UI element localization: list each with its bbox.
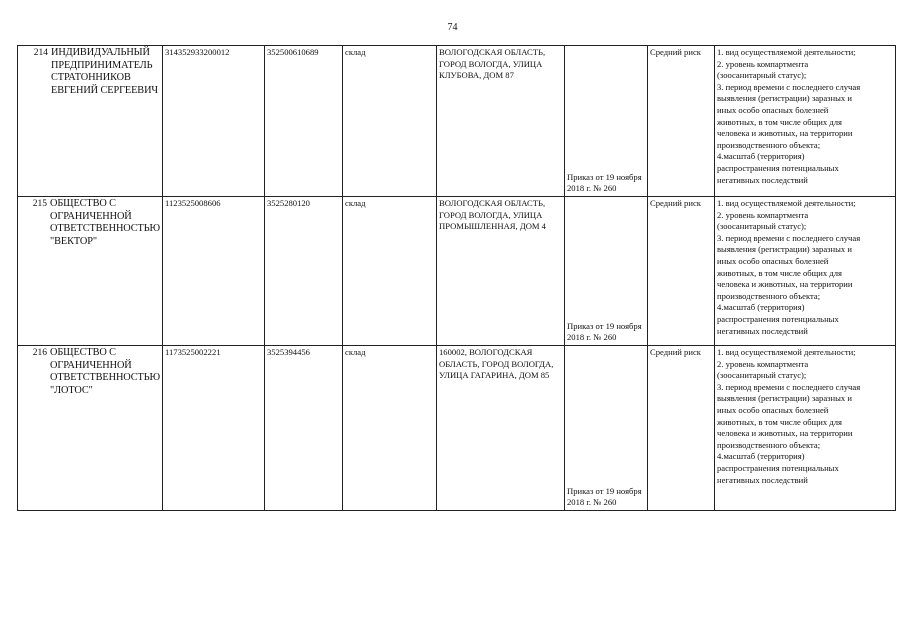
order-cell — [565, 346, 648, 511]
criteria-line: 2. уровень компартмента — [717, 209, 809, 220]
table-row — [18, 46, 896, 197]
criteria-line: выявления (регистрации) заразных и — [717, 93, 852, 104]
criteria-line: 1. вид осуществляемой деятельности; — [717, 198, 856, 208]
object-type-cell: склад — [343, 346, 437, 511]
criteria-line: распространения потенциальных — [717, 313, 839, 324]
criteria-line: 4.масштаб (территория) — [717, 151, 805, 162]
criteria-line: производственного объекта; — [717, 439, 821, 450]
criteria-cell — [715, 346, 896, 511]
criteria-line: (зоосанитарный статус); — [717, 221, 807, 232]
criteria-line: 3. период времени с последнего случая — [717, 381, 861, 392]
criteria-line: 1. вид осуществляемой деятельности; — [717, 347, 856, 357]
object-type-cell: склад — [343, 46, 437, 197]
organization-cell — [18, 197, 163, 346]
criteria-line: 1. вид осуществляемой деятельности; — [717, 47, 856, 57]
criteria-line: распространения потенциальных — [717, 462, 839, 473]
criteria-line: 4.масштаб (территория) — [717, 302, 805, 313]
criteria-line: иных особо опасных болезней — [717, 255, 829, 266]
order-text: Приказ от 19 ноября 2018 г. № 260 — [567, 171, 642, 194]
row-number: 216 — [32, 348, 48, 358]
criteria-line: негативных последствий — [717, 325, 808, 336]
risk-cell: Средний риск — [648, 346, 715, 511]
ogrn-cell: 314352933200012 — [163, 46, 265, 197]
inn-cell: 3525394456 — [265, 346, 343, 511]
criteria-line: человека и животных, на территории — [717, 428, 853, 439]
address-cell: ВОЛОГОДСКАЯ ОБЛАСТЬ, ГОРОД ВОЛОГДА, УЛИЦА КЛУБОВА, ДОМ 87 — [437, 46, 565, 197]
criteria-line: животных, в том числе общих для — [717, 116, 842, 127]
row-number: 214 — [33, 48, 48, 58]
criteria-line: выявления (регистрации) заразных и — [717, 244, 852, 255]
criteria-line: человека и животных, на территории — [717, 128, 853, 139]
order-text: Приказ от 19 ноября 2018 г. № 260 — [567, 485, 642, 508]
criteria-line: животных, в том числе общих для — [717, 416, 842, 427]
criteria-line: 3. период времени с последнего случая — [717, 232, 861, 243]
organization-name: ОБЩЕСТВО С ОГРАНИЧЕННОЙ ОТВЕТСТВЕННОСТЬЮ "ЛОТОС" — [50, 347, 160, 396]
criteria-line: производственного объекта; — [717, 139, 821, 150]
object-type-cell: склад — [343, 197, 437, 346]
organization-name: ИНДИВИДУАЛЬНЫЙ ПРЕДПРИНИМАТЕЛЬ СТРАТОННИКОВ ЕВГЕНИЙ СЕРГЕЕВИЧ — [51, 47, 158, 96]
organization-name: ОБЩЕСТВО С ОГРАНИЧЕННОЙ ОТВЕТСТВЕННОСТЬЮ "ВЕКТОР" — [50, 198, 160, 247]
inn-cell: 352500610689 — [265, 46, 343, 197]
criteria-line: (зоосанитарный статус); — [717, 370, 807, 381]
criteria-line: иных особо опасных болезней — [717, 104, 829, 115]
risk-cell: Средний риск — [648, 46, 715, 197]
order-cell — [565, 46, 648, 197]
criteria-cell — [715, 197, 896, 346]
criteria-line: 4.масштаб (территория) — [717, 451, 805, 462]
address-cell: 160002, ВОЛОГОДСКАЯ ОБЛАСТЬ, ГОРОД ВОЛОГДА, УЛИЦА ГАГАРИНА, ДОМ 85 — [437, 346, 565, 511]
ogrn-cell: 1173525002221 — [163, 346, 265, 511]
criteria-line: распространения потенциальных — [717, 162, 839, 173]
organization-cell — [18, 46, 163, 197]
address-cell: ВОЛОГОДСКАЯ ОБЛАСТЬ, ГОРОД ВОЛОГДА, УЛИЦА ПРОМЫШЛЕННАЯ, ДОМ 4 — [437, 197, 565, 346]
ogrn-cell: 1123525008606 — [163, 197, 265, 346]
table-row — [18, 346, 896, 511]
criteria-line: человека и животных, на территории — [717, 279, 853, 290]
criteria-line: негативных последствий — [717, 174, 808, 185]
order-text: Приказ от 19 ноября 2018 г. № 260 — [567, 320, 642, 343]
criteria-line: негативных последствий — [717, 474, 808, 485]
criteria-line: 2. уровень компартмента — [717, 58, 809, 69]
registry-table — [17, 45, 896, 511]
criteria-line: выявления (регистрации) заразных и — [717, 393, 852, 404]
criteria-line: (зоосанитарный статус); — [717, 70, 807, 81]
order-cell — [565, 197, 648, 346]
criteria-cell — [715, 46, 896, 197]
risk-cell: Средний риск — [648, 197, 715, 346]
criteria-line: 3. период времени с последнего случая — [717, 81, 861, 92]
organization-cell — [18, 346, 163, 511]
criteria-line: производственного объекта; — [717, 290, 821, 301]
page-number: 74 — [447, 22, 458, 33]
criteria-line: животных, в том числе общих для — [717, 267, 842, 278]
criteria-line: иных особо опасных болезней — [717, 404, 829, 415]
row-number: 215 — [32, 199, 48, 209]
table-row — [18, 197, 896, 346]
inn-cell: 3525280120 — [265, 197, 343, 346]
criteria-line: 2. уровень компартмента — [717, 358, 809, 369]
